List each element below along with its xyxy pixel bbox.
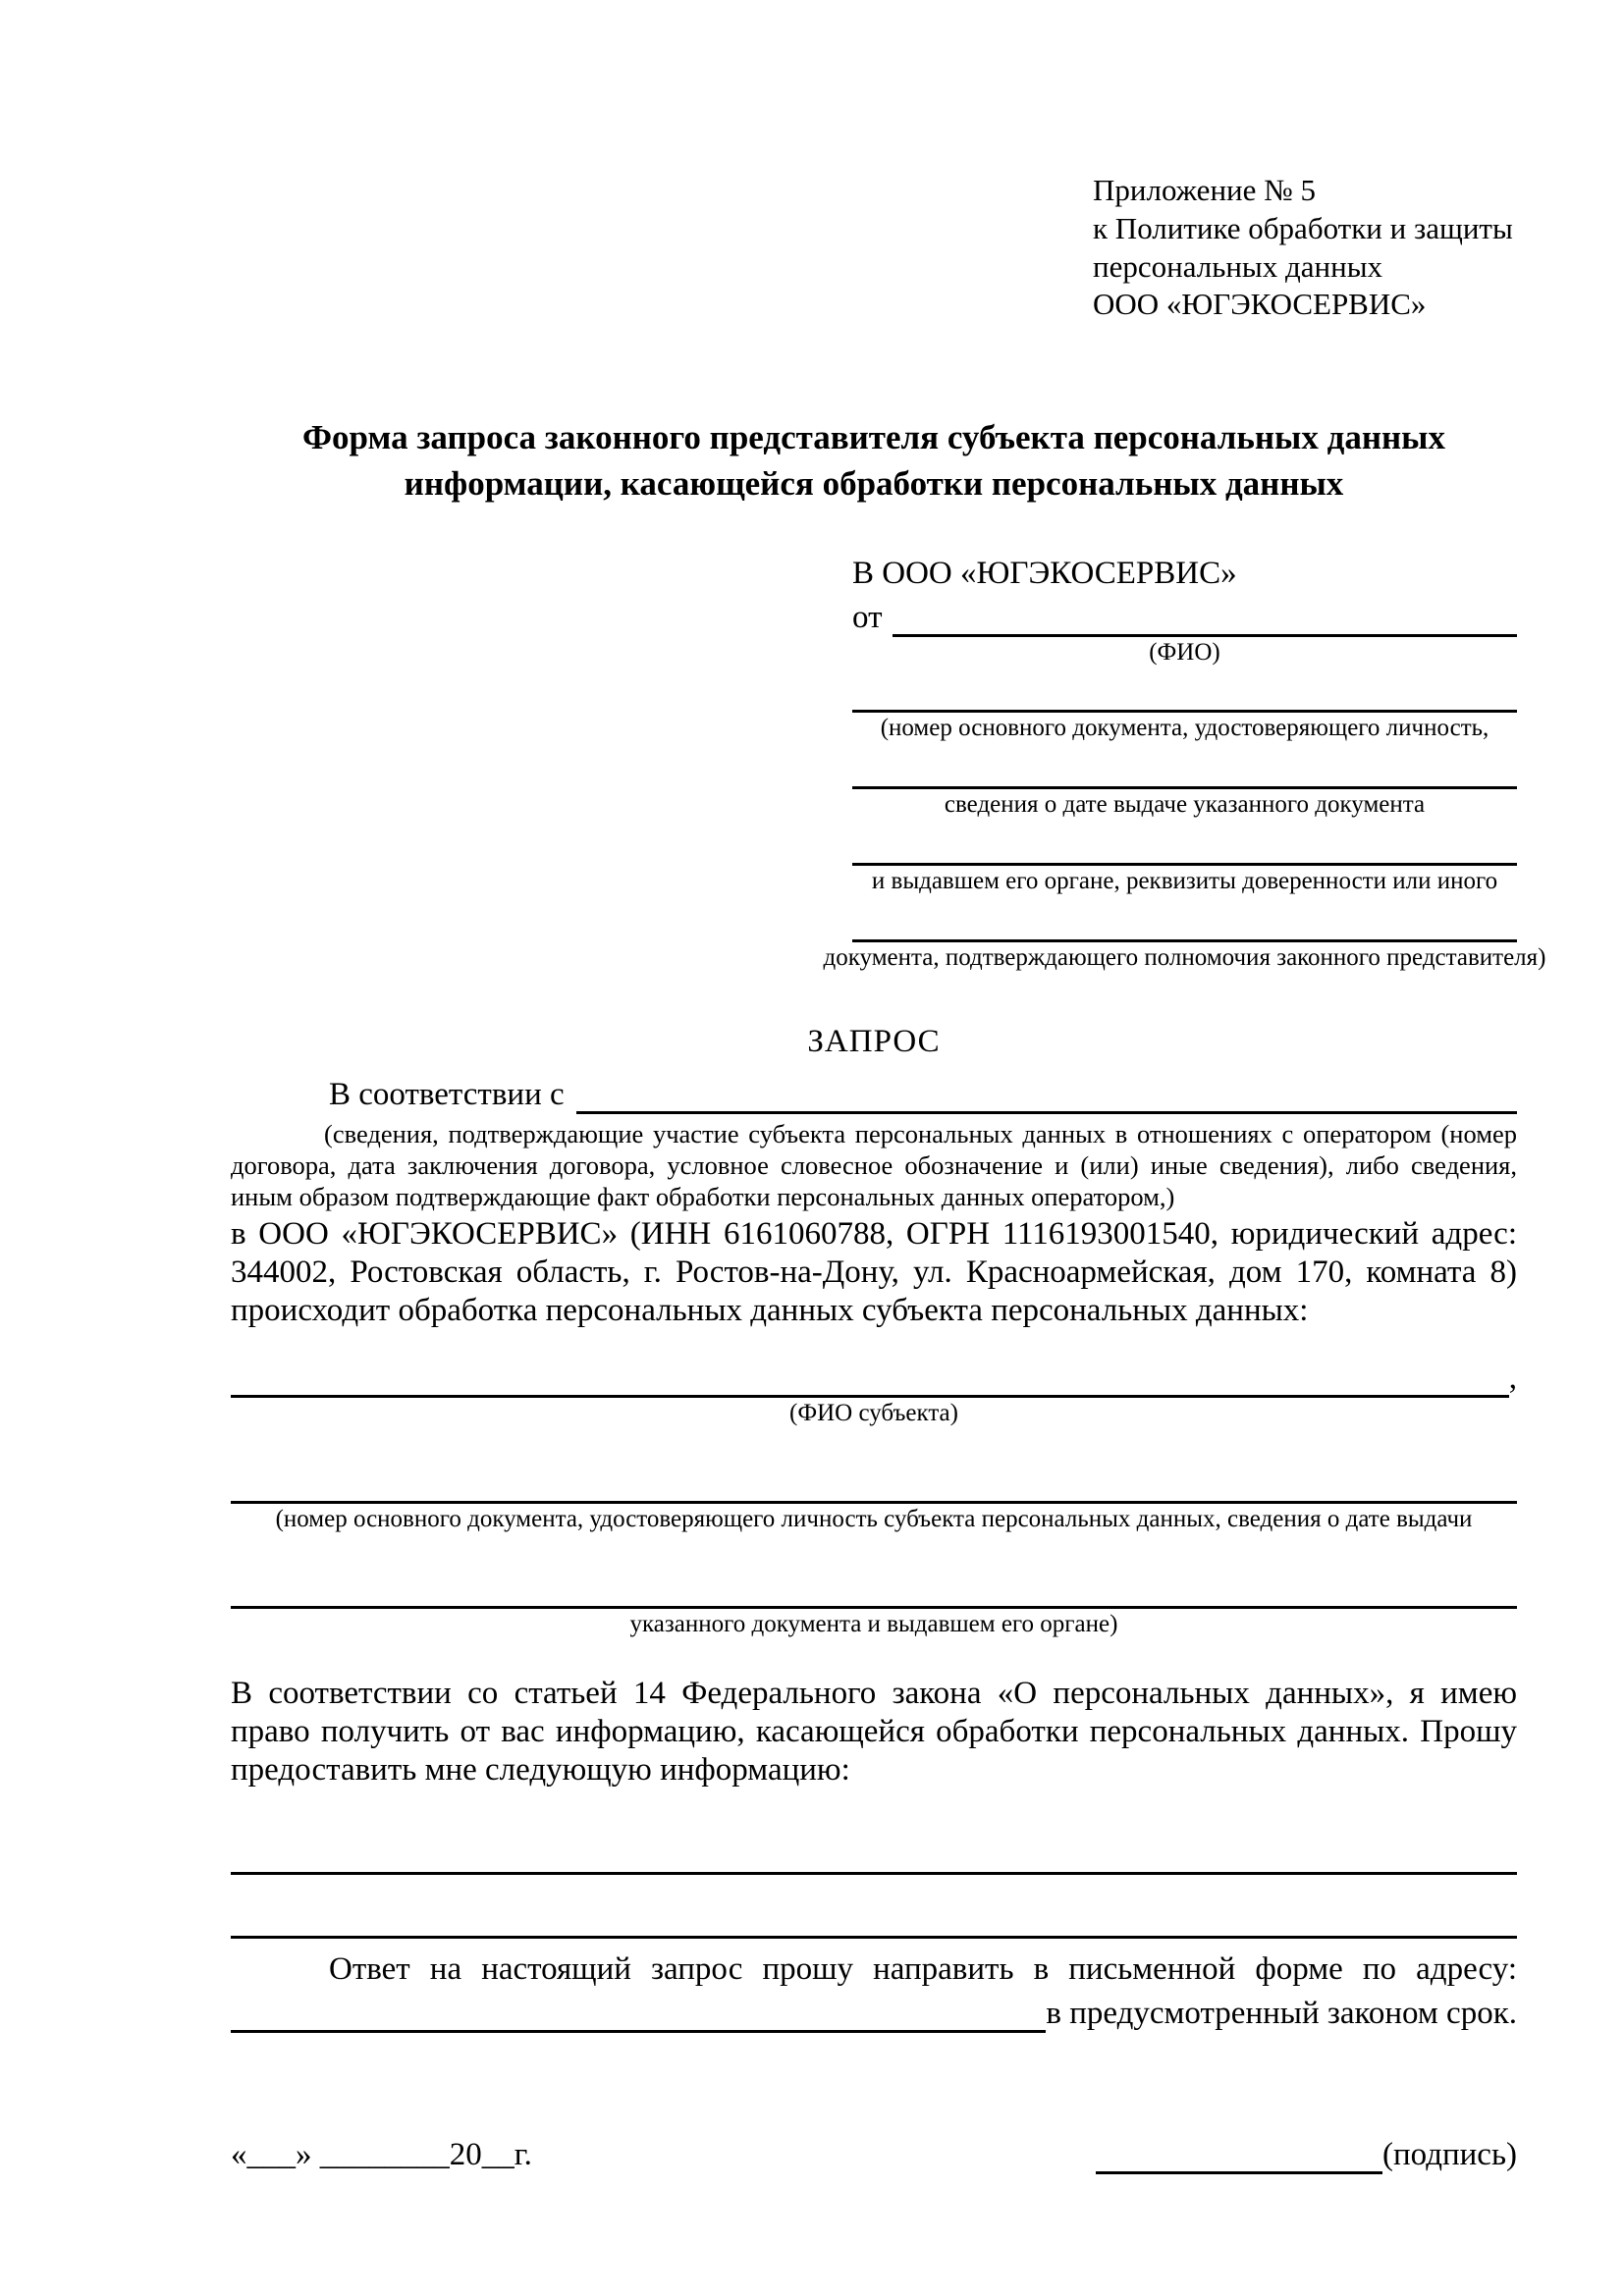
answer-paragraph: Ответ на настоящий запрос прошу направить в письменной форме по адресу:: [329, 1950, 1517, 1987]
field-caption: и выдавшем его органе, реквизиты доверенности или иного: [871, 867, 1498, 894]
subject-fio-blank-field: [231, 1360, 1509, 1398]
law-paragraph: В соответствии со статьей 14 Федерального закона «О персональных данных», я имею право получить от вас информацию, касающейся обработки персональных данных. Прошу предоставить мне следующую информацию:: [231, 1676, 1517, 1788]
signature-caption: (подпись): [1382, 2137, 1517, 2173]
addressee-block: [823, 555, 1546, 973]
blank-field-power-of-attorney: [852, 896, 1517, 942]
answer-address-blank-field: [231, 1995, 1046, 2033]
subject-fio-comma: ,: [1508, 1360, 1517, 1396]
date-field: «___» ________20__г.: [231, 2137, 532, 2173]
blank-field-issuing-authority: [852, 820, 1517, 866]
field-caption: (номер основного документа, удостоверяющего личность,: [880, 715, 1489, 742]
operator-paragraph: в ООО «ЮГЭКОСЕРВИС» (ИНН 6161060788, ОГРН 1116193001540, юридический адрес: 344002, Ростовская область, г. Ростов-на-Дону, ул. Красноармейская, дом 170, комната 8) происходит обработка персональных данных субъекта персональных данных:: [231, 1215, 1517, 1328]
from-row: [852, 598, 1517, 636]
addressee-to: В ООО «ЮГЭКОСЕРВИС»: [852, 555, 1237, 591]
field-caption: сведения о дате выдаче указанного документа: [944, 791, 1426, 819]
blank-field-document-number: [852, 667, 1517, 713]
subject-doc-caption-1: (номер основного документа, удостоверяющего личность субъекта персональных данных, сведения о дате выдачи: [275, 1505, 1473, 1532]
form-title: [231, 414, 1517, 507]
subject-fio-caption: (ФИО субъекта): [789, 1399, 958, 1426]
appendix-line: ООО «ЮГЭКОСЕРВИС»: [1093, 287, 1427, 322]
answer-address-row: [231, 1995, 1517, 2033]
answer-suffix: в предусмотренный законом срок.: [1046, 1996, 1517, 2032]
from-label: от: [852, 599, 883, 635]
subject-fio-row: [231, 1360, 1517, 1398]
subject-doc-blank-field: [231, 1458, 1517, 1504]
appendix-line: к Политике обработки и защиты: [1093, 210, 1513, 245]
signature-field: [1096, 2136, 1517, 2174]
signature-blank-field: [1096, 2136, 1382, 2174]
blank-field-issue-date: [852, 743, 1517, 789]
requested-info-blank-field-1: [231, 1829, 1517, 1875]
appendix-block: [1093, 172, 1517, 324]
accordance-row: [231, 1075, 1517, 1113]
appendix-line: персональных данных: [1093, 248, 1383, 284]
document-content: [231, 172, 1546, 2174]
form-title-line-1: Форма запроса законного представителя субъекта персональных данных: [302, 418, 1445, 456]
accordance-note: (сведения, подтверждающие участие субъекта персональных данных в отношениях с оператором (номер договора, дата заключения договора, условное словесное обозначение и (или) иные сведения), либо сведения, иным образом подтверждающие факт обработки персональных данных оператором,): [231, 1118, 1517, 1212]
field-caption: документа, подтверждающего полномочия законного представителя): [823, 943, 1546, 971]
accordance-prefix: В соответствии с: [329, 1076, 565, 1112]
appendix-line: Приложение № 5: [1093, 173, 1316, 207]
request-heading: ЗАПРОС: [807, 1024, 941, 1060]
subject-doc-caption-2: указанного документа и выдавшем его органе): [629, 1611, 1118, 1638]
from-blank-field: [893, 598, 1518, 636]
requested-info-blank-field-2: [231, 1893, 1517, 1939]
fio-caption: (ФИО): [1149, 638, 1220, 666]
signature-row: [231, 2136, 1517, 2174]
accordance-blank-field: [576, 1075, 1517, 1113]
subject-doc-blank-field-2: [231, 1563, 1517, 1609]
form-title-line-2: информации, касающейся обработки персональных данных: [404, 464, 1344, 504]
